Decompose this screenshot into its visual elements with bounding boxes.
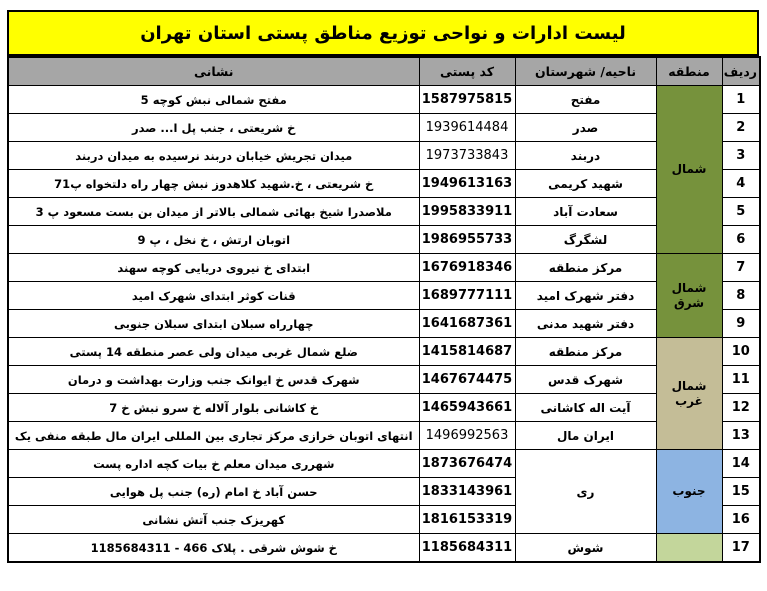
postal-code-cell: 1833143961 <box>419 478 515 506</box>
table-row <box>8 114 760 142</box>
district-cell: ری <box>515 450 656 534</box>
district-cell: لشگرگ <box>515 226 656 254</box>
address-cell: حسن آباد خ امام (ره) جنب پل هوایی <box>8 478 419 506</box>
district-cell: مفتح <box>515 86 656 114</box>
region-cell: شمال <box>656 86 722 254</box>
district-cell: آیت اله کاشانی <box>515 394 656 422</box>
address-cell: ملاصدرا شیخ بهائی شمالی بالاتر از میدان بن بست مسعود پ 3 <box>8 198 419 226</box>
table-row <box>8 254 760 282</box>
address-cell: اتوبان ارتش ، خ نخل ، پ 9 <box>8 226 419 254</box>
address-cell: کهریزک جنب آتش نشانی <box>8 506 419 534</box>
table-row <box>8 366 760 394</box>
col-header-region: منطقه <box>656 57 722 86</box>
table-row <box>8 338 760 366</box>
district-cell: شوش <box>515 534 656 563</box>
table-row <box>8 450 760 478</box>
page-title: لیست ادارات و نواحی توزیع مناطق پستی استان تهران <box>7 10 759 56</box>
district-cell: مرکز منطقه <box>515 254 656 282</box>
row-number-cell: 9 <box>722 310 760 338</box>
postal-code-cell: 1995833911 <box>419 198 515 226</box>
district-cell: صدر <box>515 114 656 142</box>
district-cell: دفتر شهرک امید <box>515 282 656 310</box>
district-cell: سعادت آباد <box>515 198 656 226</box>
district-cell: مرکز منطقه <box>515 338 656 366</box>
header-row <box>8 57 760 86</box>
district-cell: شهرک قدس <box>515 366 656 394</box>
postal-code-cell: 1467674475 <box>419 366 515 394</box>
address-cell: قنات کوثر ابتدای شهرک امید <box>8 282 419 310</box>
address-cell: خ شریعتی ، جنب پل ا... صدر <box>8 114 419 142</box>
postal-code-cell: 1973733843 <box>419 142 515 170</box>
address-cell: انتهای اتوبان خرازی مرکز تجاری بین المللی ایران مال طبقه منفی یک <box>8 422 419 450</box>
table-row <box>8 226 760 254</box>
district-cell: دربند <box>515 142 656 170</box>
postal-code-cell: 1496992563 <box>419 422 515 450</box>
region-cell: شمال شرق <box>656 254 722 338</box>
address-cell: ابتدای خ نیروی دریایی کوچه سهند <box>8 254 419 282</box>
table-row <box>8 142 760 170</box>
row-number-cell: 2 <box>722 114 760 142</box>
row-number-cell: 11 <box>722 366 760 394</box>
district-cell: دفتر شهید مدنی <box>515 310 656 338</box>
col-header-row-number: ردیف <box>722 57 760 86</box>
postal-code-cell: 1415814687 <box>419 338 515 366</box>
table-row <box>8 282 760 310</box>
postal-code-cell: 1185684311 <box>419 534 515 563</box>
row-number-cell: 3 <box>722 142 760 170</box>
table-row <box>8 170 760 198</box>
address-cell: مفتح شمالی نبش کوچه 5 <box>8 86 419 114</box>
table-header <box>8 57 760 86</box>
region-cell <box>656 534 722 563</box>
postal-table <box>7 56 761 563</box>
postal-code-cell: 1816153319 <box>419 506 515 534</box>
table-row <box>8 86 760 114</box>
table-row <box>8 422 760 450</box>
row-number-cell: 15 <box>722 478 760 506</box>
postal-code-cell: 1689777111 <box>419 282 515 310</box>
row-number-cell: 4 <box>722 170 760 198</box>
postal-code-cell: 1587975815 <box>419 86 515 114</box>
row-number-cell: 6 <box>722 226 760 254</box>
col-header-district: ناحیه/ شهرستان <box>515 57 656 86</box>
district-cell: ایران مال <box>515 422 656 450</box>
postal-code-cell: 1949613163 <box>419 170 515 198</box>
row-number-cell: 10 <box>722 338 760 366</box>
row-number-cell: 12 <box>722 394 760 422</box>
row-number-cell: 5 <box>722 198 760 226</box>
address-cell: ضلع شمال غربی میدان ولی عصر منطقه 14 پستی <box>8 338 419 366</box>
table-row <box>8 394 760 422</box>
table-row <box>8 198 760 226</box>
col-header-address: نشانی <box>8 57 419 86</box>
row-number-cell: 7 <box>722 254 760 282</box>
postal-code-cell: 1873676474 <box>419 450 515 478</box>
row-number-cell: 8 <box>722 282 760 310</box>
address-cell: خ کاشانی بلوار آلاله خ سرو نبش خ 7 <box>8 394 419 422</box>
postal-code-cell: 1465943661 <box>419 394 515 422</box>
postal-code-cell: 1986955733 <box>419 226 515 254</box>
postal-code-cell: 1641687361 <box>419 310 515 338</box>
row-number-cell: 16 <box>722 506 760 534</box>
row-number-cell: 14 <box>722 450 760 478</box>
row-number-cell: 17 <box>722 534 760 563</box>
col-header-postal-code: کد پستی <box>419 57 515 86</box>
address-cell: میدان تجریش خیابان دربند نرسیده به میدان دربند <box>8 142 419 170</box>
address-cell: خ شوش شرقی . پلاک 466 - 1185684311 <box>8 534 419 563</box>
region-cell: شمال غرب <box>656 338 722 450</box>
row-number-cell: 1 <box>722 86 760 114</box>
table-row <box>8 310 760 338</box>
address-cell: خ شریعتی ، خ.شهید کلاهدوز نبش چهار راه دلتخواه پ71 <box>8 170 419 198</box>
postal-code-cell: 1676918346 <box>419 254 515 282</box>
postal-code-cell: 1939614484 <box>419 114 515 142</box>
address-cell: چهارراه سبلان ابتدای سبلان جنوبی <box>8 310 419 338</box>
district-cell: شهید کریمی <box>515 170 656 198</box>
address-cell: شهرک قدس خ ایوانک جنب وزارت بهداشت و درمان <box>8 366 419 394</box>
address-cell: شهرری میدان معلم خ بیات کچه اداره پست <box>8 450 419 478</box>
table-row <box>8 534 760 563</box>
table-body <box>8 86 760 563</box>
region-cell: جنوب <box>656 450 722 534</box>
row-number-cell: 13 <box>722 422 760 450</box>
